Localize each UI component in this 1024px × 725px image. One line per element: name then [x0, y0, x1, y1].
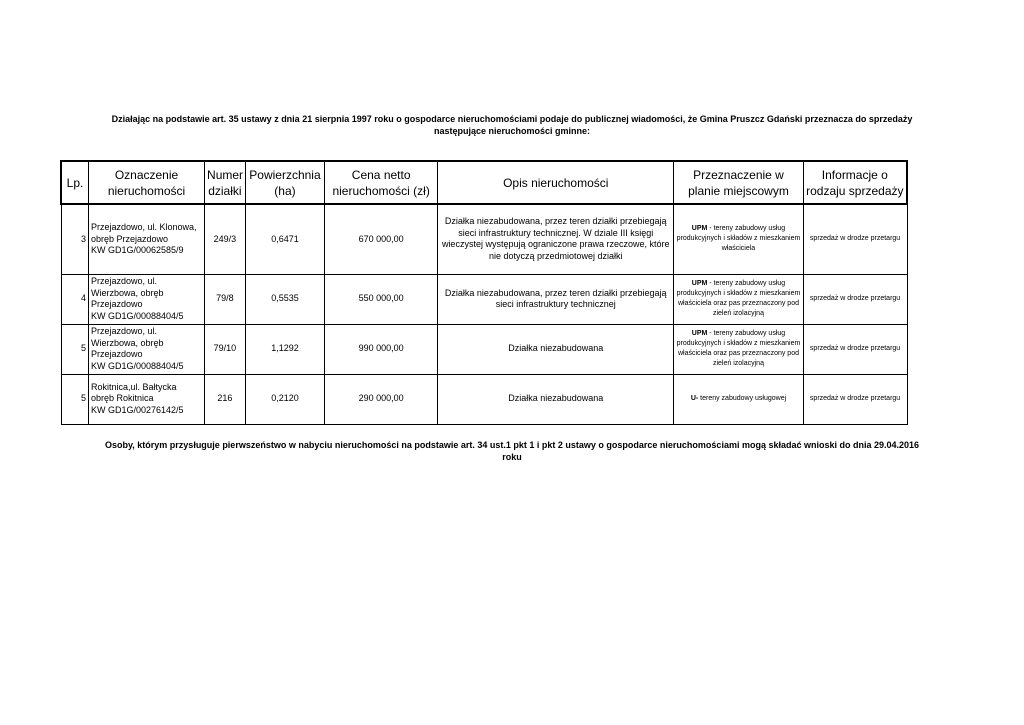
cell-numer: 79/10 [205, 324, 246, 374]
oznaczenie-line: KW GD1G/00088404/5 [90, 310, 184, 321]
cell-numer: 79/8 [205, 274, 246, 324]
cell-lp: 5 [61, 324, 88, 374]
przeznaczenie-code: UPM [691, 225, 708, 233]
oznaczenie-line: Przejazdowo, ul. [90, 326, 158, 336]
cell-cena: 550 000,00 [325, 274, 438, 324]
cell-przeznaczenie [674, 324, 803, 374]
oznaczenie-line: obręb Przejazdowo [90, 233, 169, 244]
table-row [61, 374, 907, 424]
oznaczenie-line: Wierzbowa, obręb [90, 337, 164, 348]
intro-text [60, 113, 964, 137]
cell-oznaczenie [88, 324, 204, 374]
oznaczenie-line: Rokitnica,ul. Bałtycka [90, 381, 177, 392]
cell-numer: 249/3 [205, 204, 246, 274]
table-row [61, 204, 907, 274]
cell-cena: 990 000,00 [325, 324, 438, 374]
table-row [61, 274, 907, 324]
footer-note [60, 439, 964, 463]
table-row [61, 324, 907, 374]
cell-lp: 5 [61, 374, 88, 424]
cell-informacje: sprzedaż w drodze przetargu [803, 274, 907, 324]
cell-cena: 670 000,00 [325, 204, 438, 274]
footer-line-1: Osoby, którym przysługuje pierwszeństwo w nabyciu nieruchomości na podstawie art. 34 ust.1 pkt 1 i pkt 2 ustawy o gospodarce nieruchomościami mogą składać wnioski do dnia 29.04.2016 [104, 440, 920, 450]
cell-informacje: sprzedaż w drodze przetargu [803, 204, 907, 274]
przeznaczenie-code: UPM [691, 280, 708, 287]
header-opis: Opis nieruchomości [438, 161, 674, 204]
przeznaczenie-text: - tereny zabudowy usług produkcyjnych i składów z mieszkaniem właściciela oraz pas przeznaczony pod zieleń izolacyjną [676, 330, 801, 367]
header-lp: Lp. [61, 161, 88, 204]
cell-przeznaczenie [674, 274, 803, 324]
property-table [60, 160, 908, 425]
cell-przeznaczenie [674, 204, 803, 274]
cell-przeznaczenie [674, 374, 803, 424]
przeznaczenie-text: - tereny zabudowy usług produkcyjnych i składów z mieszkaniem właściciela oraz pas przeznaczony pod zieleń izolacyjną [676, 280, 801, 317]
cell-cena: 290 000,00 [325, 374, 438, 424]
przeznaczenie-text: tereny zabudowy usługowej [698, 395, 787, 402]
cell-oznaczenie [88, 374, 204, 424]
cell-numer: 216 [205, 374, 246, 424]
oznaczenie-line: Przejazdowo, ul. Klonowa, [90, 222, 197, 232]
header-cena: Cena netto nieruchomości (zł) [325, 161, 438, 204]
cell-lp: 4 [61, 274, 88, 324]
cell-informacje: sprzedaż w drodze przetargu [803, 324, 907, 374]
cell-powierzchnia: 1,1292 [245, 324, 324, 374]
cell-opis: Działka niezabudowana, przez teren działki przebiegają sieci infrastruktury technicznej [438, 274, 674, 324]
cell-powierzchnia: 0,5535 [245, 274, 324, 324]
przeznaczenie-code: UPM [691, 330, 708, 337]
cell-opis: Działka niezabudowana [438, 374, 674, 424]
table-header-row [61, 161, 907, 204]
oznaczenie-line: KW GD1G/00088404/5 [90, 360, 184, 371]
header-przeznaczenie: Przeznaczenie w planie miejscowym [674, 161, 803, 204]
oznaczenie-line: Wierzbowa, obręb [90, 287, 164, 298]
cell-opis: Działka niezabudowana, przez teren działki przebiegają sieci infrastruktury technicznej. W dziale III księgi wieczystej występują ograniczone prawa rzeczowe, które nie dotyczą przedmiotowej działki [438, 204, 674, 274]
cell-powierzchnia: 0,6471 [245, 204, 324, 274]
cell-powierzchnia: 0,2120 [245, 374, 324, 424]
cell-oznaczenie [88, 274, 204, 324]
header-powierzchnia: Powierzchnia (ha) [245, 161, 324, 204]
cell-opis: Działka niezabudowana [438, 324, 674, 374]
cell-oznaczenie [88, 204, 204, 274]
intro-line-1: Działając na podstawie art. 35 ustawy z dnia 21 sierpnia 1997 roku o gospodarce nieruchomościami podaje do publicznej wiadomości, że Gmina Pruszcz Gdański przeznacza do sprzedaży [111, 114, 913, 124]
oznaczenie-line: Przejazdowo, ul. [90, 276, 158, 286]
oznaczenie-line: KW GD1G/00062585/9 [90, 245, 184, 255]
cell-lp: 3 [61, 204, 88, 274]
oznaczenie-line: obręb Rokitnica [90, 393, 154, 404]
cell-informacje: sprzedaż w drodze przetargu [803, 374, 907, 424]
oznaczenie-line: Przejazdowo [90, 299, 143, 309]
oznaczenie-line: Przejazdowo [90, 349, 143, 359]
przeznaczenie-text: - tereny zabudowy usług produkcyjnych i składów z mieszkaniem właściciela [676, 225, 801, 253]
intro-line-2: następujące nieruchomości gminne: [433, 126, 591, 136]
przeznaczenie-code: U- [690, 395, 699, 402]
header-numer: Numer działki [205, 161, 246, 204]
oznaczenie-line: KW GD1G/00276142/5 [90, 404, 184, 415]
footer-line-2: roku [502, 452, 522, 462]
header-oznaczenie: Oznaczenie nieruchomości [88, 161, 204, 204]
header-informacje: Informacje o rodzaju sprzedaży [803, 161, 907, 204]
